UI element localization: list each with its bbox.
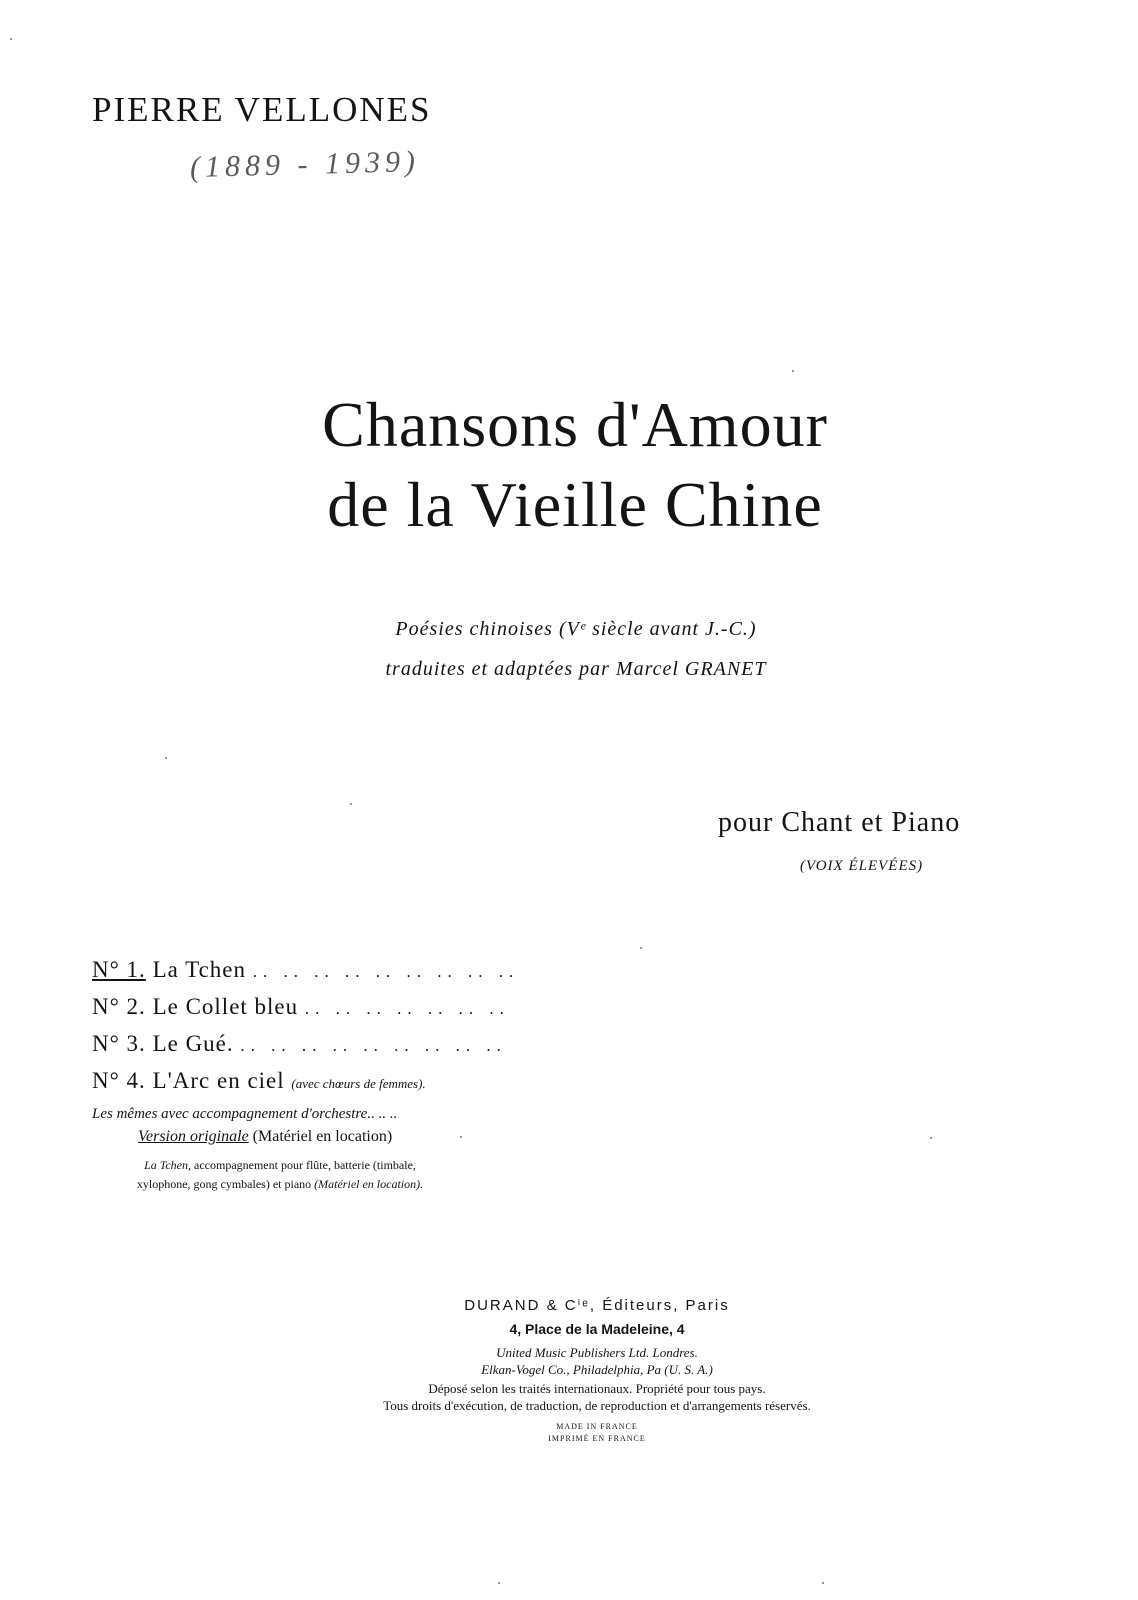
song-number: N° 4. — [92, 1068, 146, 1093]
scan-speck — [10, 38, 12, 40]
tchen-note-text-1: accompagnement pour flûte, batterie (timbale, — [194, 1158, 416, 1172]
rental-note: (Matériel en location) — [252, 1128, 393, 1145]
tchen-note-title: La Tchen, — [144, 1158, 191, 1172]
instrumentation: pour Chant et Piano — [718, 807, 961, 838]
scan-speck — [165, 757, 167, 759]
tchen-note-rental: (Matériel en location). — [314, 1177, 424, 1191]
tchen-note-line-2 — [90, 1175, 470, 1194]
scan-speck — [460, 1136, 462, 1138]
tchen-note-line-1 — [90, 1156, 470, 1175]
subtitle-line-1: Poésies chinoises (Vᵉ siècle avant J.-C.) — [395, 618, 757, 640]
song-title: Le Collet bleu — [152, 994, 299, 1019]
song-number: N° 3. — [92, 1031, 146, 1056]
subtitle-line-2: traduites et adaptées par Marcel GRANET — [385, 658, 767, 680]
scan-speck — [792, 370, 794, 372]
song-note: (avec chœurs de femmes). — [291, 1076, 426, 1091]
song-item-4 — [92, 1063, 519, 1101]
song-item-3 — [92, 1026, 519, 1063]
song-number: N° 2. — [92, 994, 146, 1019]
song-item-1 — [92, 952, 519, 989]
scan-speck — [640, 947, 642, 949]
scan-speck — [350, 803, 352, 805]
dot-leader: .. .. .. .. .. .. .. .. .. — [252, 962, 520, 981]
publisher-philadelphia: Elkan-Vogel Co., Philadelphia, Pa (U. S. A.) — [481, 1362, 713, 1377]
made-in-france: MADE IN FRANCE — [556, 1422, 638, 1431]
orchestra-note: Les mêmes avec accompagnement d'orchestre.. .. .. — [92, 1106, 398, 1122]
song-item-2 — [92, 989, 519, 1026]
tchen-note-text-2: xylophone, gong cymbales) et piano — [136, 1177, 312, 1191]
original-version-note — [138, 1126, 392, 1148]
scan-speck — [498, 1582, 500, 1584]
copyright-deposit: Déposé selon les traités internationaux. Propriété pour tous pays. — [428, 1381, 766, 1396]
title-line-2: de la Vieille Chine — [327, 469, 823, 540]
publisher-london: United Music Publishers Ltd. Londres. — [496, 1345, 698, 1360]
copyright-rights: Tous droits d'exécution, de traduction, de reproduction et d'arrangements réservés. — [383, 1398, 811, 1413]
song-list — [92, 952, 519, 1101]
scan-speck — [930, 1137, 932, 1139]
tchen-accompaniment-note — [90, 1156, 470, 1194]
printed-in-france: IMPRIMÉ EN FRANCE — [548, 1434, 646, 1443]
composer-name: PIERRE VELLONES — [92, 90, 432, 129]
dot-leader: .. .. .. .. .. .. .. — [304, 999, 510, 1018]
publisher-name: DURAND & Cⁱᵉ, Éditeurs, Paris — [464, 1297, 730, 1314]
scan-speck — [822, 1582, 824, 1584]
handwritten-dates: (1889 - 1939) — [189, 144, 421, 185]
song-number: N° 1. — [92, 957, 146, 982]
song-title: Le Gué. — [152, 1031, 234, 1056]
song-title: L'Arc en ciel — [152, 1068, 285, 1093]
original-version-label: Version originale — [138, 1128, 249, 1145]
title-line-1: Chansons d'Amour — [322, 389, 828, 460]
song-title: La Tchen — [152, 957, 247, 982]
publisher-address: 4, Place de la Madeleine, 4 — [509, 1321, 685, 1337]
voice-type: (VOIX ÉLEVÉES) — [800, 858, 924, 874]
dot-leader: .. .. .. .. .. .. .. .. .. — [240, 1036, 507, 1055]
